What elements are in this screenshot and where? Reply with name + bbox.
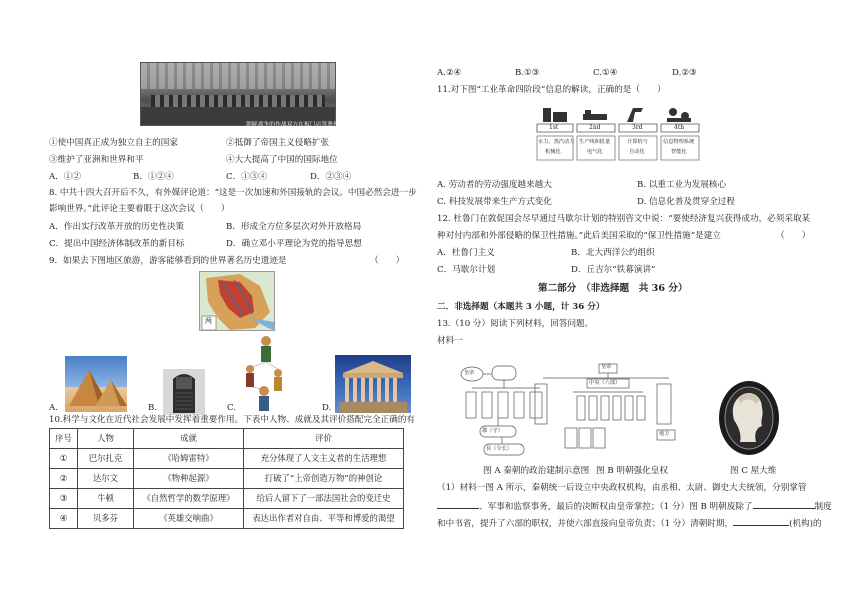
caption-b: 图 B 明朝强化皇权 — [596, 466, 668, 476]
greek-figures-image[interactable] — [240, 333, 290, 413]
industrial-revolution-figure — [535, 102, 701, 164]
q10-choice-d[interactable]: D.②③ — [672, 68, 697, 78]
q7-choice-c[interactable]: C．①③④ — [226, 172, 267, 182]
ming-structure-diagram — [533, 362, 679, 460]
table-header: 成就 — [134, 429, 244, 449]
q12-stem-line2: 种对付内部和外部侵略的保卫性措施。”此后美国采取的“保卫性措施”是建立 — [437, 231, 721, 241]
map-label: 两 — [205, 317, 212, 325]
ming-local: 地方 — [659, 431, 670, 437]
q11-choice-d[interactable]: D. 信息化普及贯穿全过程 — [637, 197, 735, 207]
stage-2-desc: 生产线和批量 — [579, 139, 611, 145]
stage-2-label: 2nd — [589, 124, 601, 131]
table-row — [50, 489, 404, 509]
q9-label-b[interactable]: B. — [148, 403, 158, 413]
q13-1-line3-text-a: 和中书省，提升了六部的职权，并使六部直接向皇帝负责；（1 分）清朝时期， — [437, 519, 734, 529]
octavian-portrait — [718, 380, 780, 456]
qin-commandery: 郡（守） — [482, 428, 503, 434]
q9-label-c[interactable]: C. — [227, 403, 237, 413]
armistice-signing-photo — [140, 62, 336, 126]
q8-choice-a[interactable]: A．作出实行改革开放的历史性决策 — [49, 222, 185, 232]
q9-stem: 9．如果去下图地区旅游，游客能够看到的世界著名历史遗迹是 — [49, 256, 287, 266]
table-row — [50, 449, 404, 469]
stage-1-label: 1st — [549, 124, 559, 131]
q13-1-line1: （1）材料一图 A 所示，秦朝统一后设立中央政权机构，由丞相、太尉、御史大夫统领，分别掌管 — [437, 483, 807, 493]
table-cell: 《英雄交响曲》 — [134, 509, 244, 529]
table-header: 评价 — [244, 429, 404, 449]
table-cell: ④ — [50, 509, 78, 529]
ming-emperor: 皇帝 — [601, 364, 612, 370]
table-row — [50, 509, 404, 529]
stage-3-label: 3rd — [632, 124, 643, 131]
table-cell: 达尔文 — [78, 469, 134, 489]
photo-caption: 朝鲜战争的作战双方在板门店签署停战协定的场景 — [246, 122, 374, 128]
answer-blank-3[interactable] — [733, 517, 789, 526]
q7-choice-b[interactable]: B．①②④ — [133, 172, 174, 182]
q11-choice-a[interactable]: A. 劳动者的劳动强度越来越大 — [437, 180, 552, 190]
table-cell: ① — [50, 449, 78, 469]
pyramids-image[interactable] — [65, 356, 127, 412]
q9-paren: （ ） — [370, 256, 405, 266]
q8-choice-c[interactable]: C．提出中国经济体制改革的新目标 — [49, 239, 185, 249]
table-header: 人物 — [78, 429, 134, 449]
table-row — [50, 469, 404, 489]
q10-stem: 10.科学与文化在近代社会发展中发挥着重要作用。下表中人物、成就及其评价搭配完全正确的有 — [49, 415, 416, 425]
q8-choice-d[interactable]: D．确立邓小平理论为党的指导思想 — [226, 239, 362, 249]
q7-option-3: ③维护了亚洲和世界和平 — [49, 155, 144, 165]
table-cell: 充分体现了人文主义者的生活理想 — [244, 449, 404, 469]
q12-paren: （ ） — [776, 231, 811, 241]
stage-3-desc: 计算机与 — [627, 139, 648, 145]
stage-1-desc: 水力、蒸汽动力 — [538, 139, 575, 145]
table-header-row — [50, 429, 404, 449]
caption-c: 图 C 屋大维 — [730, 466, 777, 476]
q13-stem: 13.（10 分）阅读下列材料，回答问题。 — [437, 319, 594, 329]
q10-choice-c[interactable]: C.①④ — [593, 68, 618, 78]
ming-ministries: 中央（六部） — [589, 380, 621, 386]
table-cell: 表达出作者对自由、平等和博爱的渴望 — [244, 509, 404, 529]
table-cell: 巴尔扎克 — [78, 449, 134, 469]
table-cell: 给后人留下了一部法国社会的变迁史 — [244, 489, 404, 509]
stage-3-desc: 自动化 — [629, 149, 645, 155]
material-label: 材料一 — [437, 336, 463, 346]
q10-table — [49, 428, 404, 529]
part2-title: 第二部分 （非选择题 共 36 分） — [538, 283, 688, 294]
q7-choice-d[interactable]: D．②③④ — [310, 172, 352, 182]
q13-1-line2 — [437, 500, 832, 513]
table-cell: 贝多芬 — [78, 509, 134, 529]
stage-1-desc: 机械化 — [545, 149, 561, 155]
q10-choice-a[interactable]: A.②④ — [437, 68, 462, 78]
section-title: 二．非选择题（本题共 3 小题，计 36 分） — [437, 302, 605, 312]
q10-choice-b[interactable]: B.①③ — [515, 68, 540, 78]
q12-stem-line1: 12. 杜鲁门在敦促国会尽早通过马歇尔计划的特别咨文中说：“要使经济复兴获得成功，必须采取某 — [437, 214, 811, 224]
q9-label-a[interactable]: A. — [49, 403, 58, 413]
q12-choice-d[interactable]: D．丘吉尔“铁幕演讲” — [571, 265, 656, 275]
q7-option-2: ②抵御了帝国主义侵略扩张 — [226, 138, 330, 148]
q11-choice-b[interactable]: B. 以重工业为发展核心 — [637, 180, 727, 190]
parthenon-image[interactable] — [335, 355, 411, 413]
q12-choice-c[interactable]: C．马歇尔计划 — [437, 265, 496, 275]
hammurabi-code-image[interactable] — [163, 369, 205, 415]
q11-stem: 11.对下图“工业革命四阶段”信息的解读，正确的是（ ） — [437, 85, 666, 95]
table-cell: 《哈姆雷特》 — [134, 449, 244, 469]
table-cell: ③ — [50, 489, 78, 509]
q13-1-line2-text-a: 、军事和监察事务，最后的决断权由皇帝掌控；（1 分）图 B 明朝废除了 — [479, 502, 753, 512]
mesopotamia-map — [199, 271, 275, 331]
table-cell: 打破了“上帝创造万物”的神创论 — [244, 469, 404, 489]
q8-choice-b[interactable]: B．形成全方位多层次对外开放格局 — [226, 222, 362, 232]
q13-1-line3-text-b: (机构)的 — [789, 519, 822, 529]
table-cell: ② — [50, 469, 78, 489]
q7-choice-a[interactable]: A．①② — [49, 172, 81, 182]
table-cell: 《物种起源》 — [134, 469, 244, 489]
stage-4-label: 4th — [674, 124, 685, 131]
q13-1-line2-text-b: 制度 — [814, 502, 832, 512]
q7-option-4: ④大大提高了中国的国际地位 — [226, 155, 338, 165]
q8-stem-line1: 8. 中共十四大召开后不久，有外媒评论道：“这是一次加速和外国接轨的会议。中国必然会进一步 — [49, 188, 417, 198]
q9-label-d[interactable]: D. — [322, 403, 332, 413]
q12-choice-b[interactable]: B．北大西洋公约组织 — [571, 248, 655, 258]
q11-choice-c[interactable]: C. 科技发展带来生产方式变化 — [437, 197, 552, 207]
caption-a: 图 A 秦朝的政治建制示意图 — [483, 466, 590, 476]
answer-blank-2[interactable] — [753, 500, 815, 509]
qin-emperor: 皇帝 — [464, 370, 475, 376]
stage-4-desc: 信息物理系统 — [663, 139, 695, 145]
table-cell: 《自然哲学的数学原理》 — [134, 489, 244, 509]
table-header: 序号 — [50, 429, 78, 449]
stage-4-desc: 智能化 — [671, 149, 687, 155]
answer-blank-1[interactable] — [437, 500, 479, 509]
table-cell: 牛顿 — [78, 489, 134, 509]
q13-1-line3 — [437, 517, 822, 530]
qin-county: 县（令长） — [486, 446, 512, 452]
q12-choice-a[interactable]: A．杜鲁门主义 — [437, 248, 495, 258]
q7-option-1: ①使中国真正成为独立自主的国家 — [49, 138, 178, 148]
stage-2-desc: 电气化 — [587, 149, 603, 155]
q8-stem-line2: 影响世界。”此评论主要着眼于这次会议（ ） — [49, 204, 230, 214]
